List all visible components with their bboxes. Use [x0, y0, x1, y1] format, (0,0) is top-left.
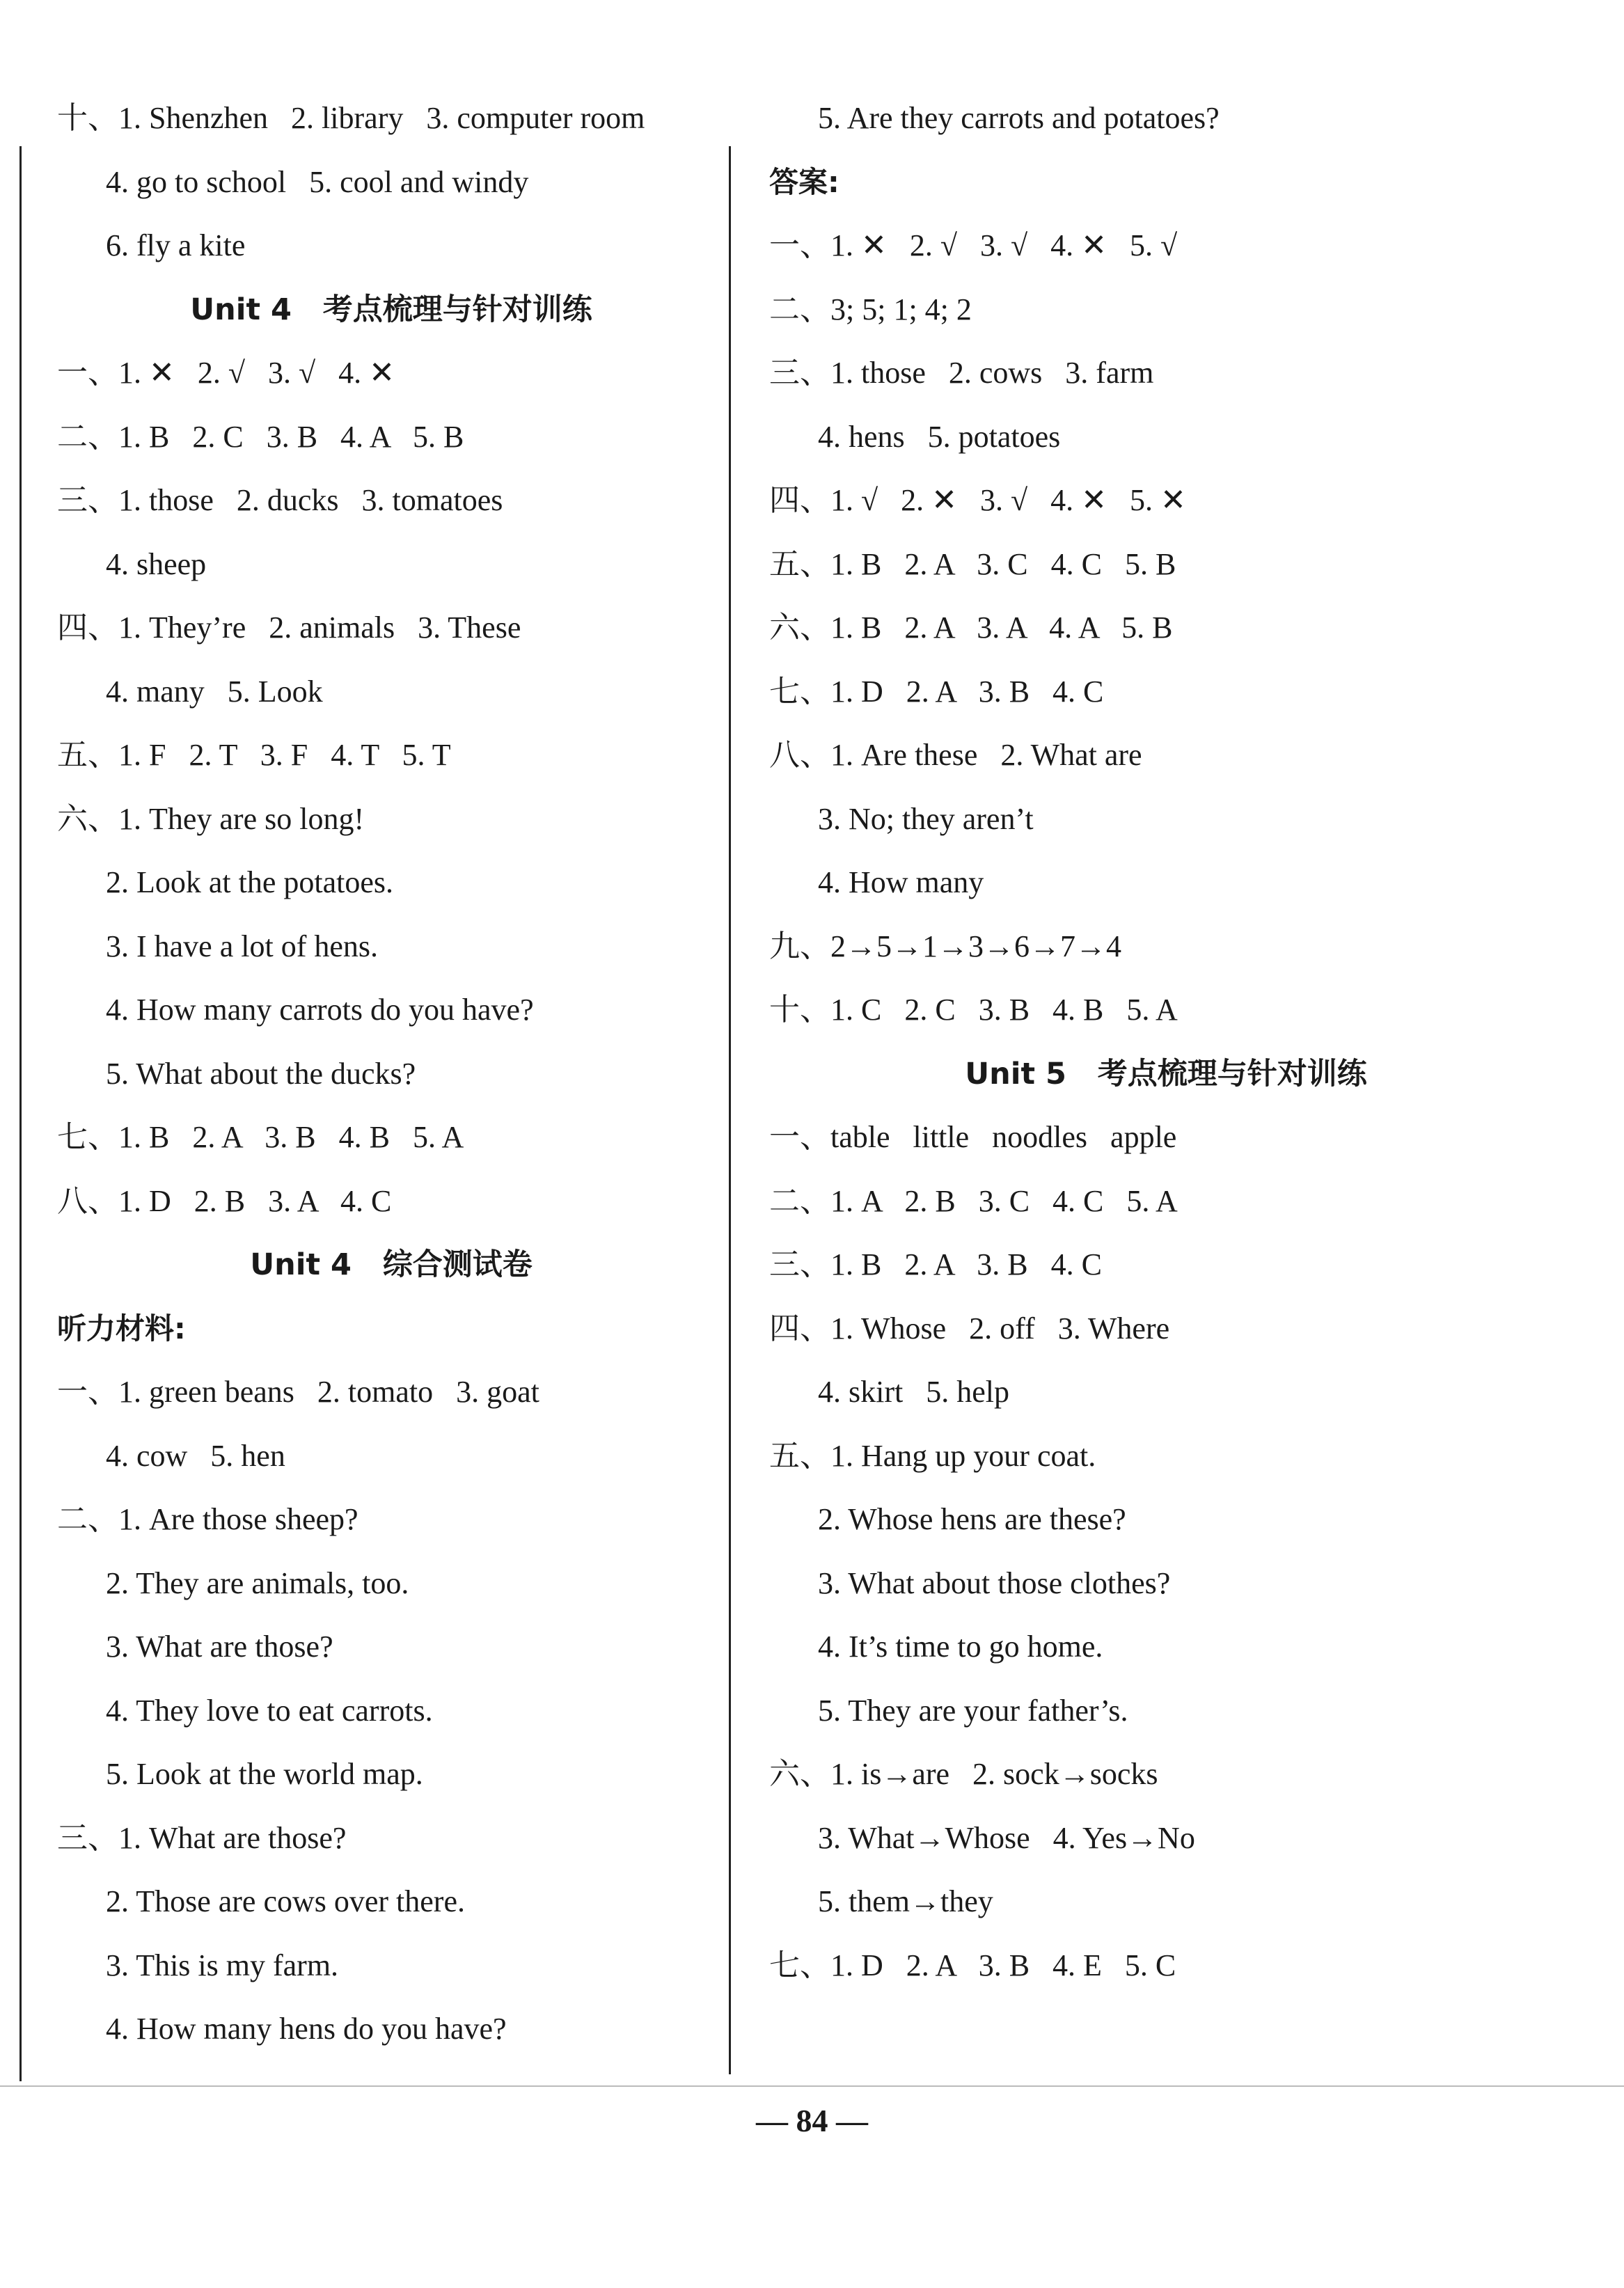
answer-line: 六、1. They are so long! [57, 801, 365, 836]
answer-line: 一、1. green beans 2. tomato 3. goat [57, 1375, 539, 1409]
answer-line: 4. How many carrots do you have? [106, 993, 534, 1027]
answer-line: 3. No; they aren’t [818, 801, 1034, 836]
section-heading: Unit 5 考点梳理与针对训练 [965, 1056, 1367, 1091]
answer-line: 五、1. Hang up your coat. [769, 1438, 1096, 1473]
left-margin-rule [19, 146, 22, 2081]
answer-line: 5. Are they carrots and potatoes? [818, 101, 1220, 135]
answer-line: 三、1. those 2. ducks 3. tomatoes [57, 483, 503, 517]
answer-line: 5. They are your father’s. [818, 1693, 1128, 1728]
answer-line: 4. hens 5. potatoes [818, 419, 1061, 454]
answer-line: 3. What→Whose 4. Yes→No [818, 1820, 1195, 1855]
answer-line: 五、1. B 2. A 3. C 4. C 5. B [769, 546, 1176, 581]
answer-line: 二、1. Are those sheep? [57, 1502, 358, 1536]
answer-line: 4. They love to eat carrots. [106, 1693, 433, 1728]
answer-line: 3. I have a lot of hens. [106, 929, 378, 963]
answer-line: 4. It’s time to go home. [818, 1630, 1103, 1664]
section-heading: Unit 4 考点梳理与针对训练 [190, 292, 592, 327]
answer-line: 2. Those are cows over there. [106, 1884, 465, 1918]
answer-line: 二、1. B 2. C 3. B 4. A 5. B [57, 419, 464, 454]
answer-line: 四、1. They’re 2. animals 3. These [57, 610, 521, 645]
answer-line: 4. sheep [106, 546, 207, 581]
column-divider [729, 146, 731, 2074]
answer-line: 2. Whose hens are these? [818, 1502, 1126, 1536]
answer-line: 4. many 5. Look [106, 674, 323, 709]
answer-line: 二、3; 5; 1; 4; 2 [769, 292, 972, 326]
answer-line: 五、1. F 2. T 3. F 4. T 5. T [57, 738, 451, 772]
answer-line: 七、1. D 2. A 3. B 4. C [769, 674, 1104, 709]
answer-line: 十、1. Shenzhen 2. library 3. computer room [57, 101, 645, 135]
answer-line: 十、1. C 2. C 3. B 4. B 5. A [769, 993, 1178, 1027]
answer-line: 九、2→5→1→3→6→7→4 [769, 929, 1121, 963]
answer-line: 2. Look at the potatoes. [106, 865, 394, 899]
answer-line: 6. fly a kite [106, 228, 246, 262]
answer-line: 四、1. √ 2. ✕ 3. √ 4. ✕ 5. ✕ [769, 483, 1186, 517]
answer-line: 四、1. Whose 2. off 3. Where [769, 1311, 1170, 1346]
answer-line: 二、1. A 2. B 3. C 4. C 5. A [769, 1183, 1178, 1218]
section-label: 答案: [769, 164, 839, 199]
answer-line: 三、1. B 2. A 3. B 4. C [769, 1247, 1102, 1281]
answer-line: 4. How many hens do you have? [106, 2012, 507, 2046]
answer-line: 七、1. B 2. A 3. B 4. B 5. A [57, 1120, 464, 1154]
answer-line: 3. This is my farm. [106, 1948, 339, 1982]
answer-line: 3. What about those clothes? [818, 1565, 1171, 1600]
answer-line: 一、table little noodles apple [769, 1120, 1177, 1154]
answer-line: 5. Look at the world map. [106, 1757, 423, 1791]
section-label: 听力材料: [57, 1311, 186, 1346]
footer-rule [0, 2085, 1624, 2087]
page-number: — 84 — [756, 2103, 868, 2138]
answer-line: 4. How many [818, 865, 984, 899]
answer-line: 3. What are those? [106, 1630, 333, 1664]
answer-line: 八、1. Are these 2. What are [769, 738, 1142, 772]
section-heading: Unit 4 综合测试卷 [250, 1247, 533, 1282]
answer-line: 三、1. What are those? [57, 1820, 347, 1855]
answer-line: 4. go to school 5. cool and windy [106, 164, 529, 199]
answer-line: 一、1. ✕ 2. √ 3. √ 4. ✕ 5. √ [769, 228, 1178, 262]
answer-line: 八、1. D 2. B 3. A 4. C [57, 1183, 392, 1218]
answer-line: 2. They are animals, too. [106, 1565, 409, 1600]
answer-line: 5. What about the ducks? [106, 1056, 416, 1091]
answer-line: 六、1. is→are 2. sock→socks [769, 1757, 1158, 1791]
answer-line: 4. cow 5. hen [106, 1438, 285, 1473]
answer-line: 七、1. D 2. A 3. B 4. E 5. C [769, 1948, 1176, 1982]
answer-line: 4. skirt 5. help [818, 1375, 1009, 1409]
answer-line: 一、1. ✕ 2. √ 3. √ 4. ✕ [57, 356, 395, 390]
answer-line: 5. them→they [818, 1884, 993, 1918]
answer-line: 六、1. B 2. A 3. A 4. A 5. B [769, 610, 1173, 645]
answer-line: 三、1. those 2. cows 3. farm [769, 356, 1154, 390]
